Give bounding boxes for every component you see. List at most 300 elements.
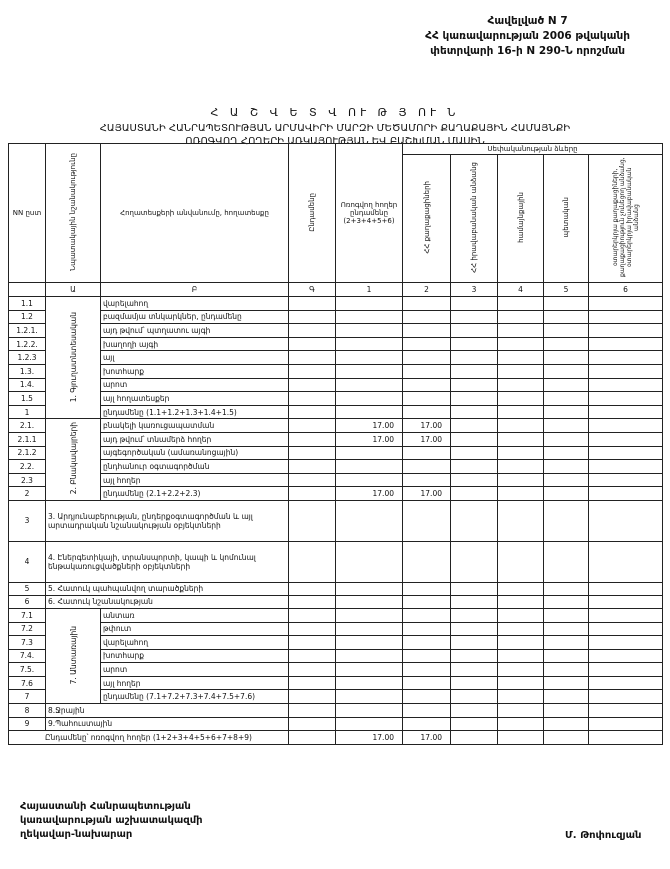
empty-cell — [451, 432, 498, 446]
empty-cell — [498, 622, 544, 636]
table-row — [9, 704, 663, 718]
empty-cell — [451, 595, 498, 608]
row-number: 3 — [9, 500, 46, 541]
empty-cell — [544, 446, 589, 460]
empty-cell — [498, 378, 544, 392]
row-name: անտառ — [101, 608, 289, 622]
empty-cell — [498, 690, 544, 704]
appendix-header — [425, 14, 630, 59]
empty-cell — [451, 324, 498, 338]
value-total — [336, 676, 403, 690]
empty-cell — [544, 324, 589, 338]
row-name: բազմամյա տնկարկներ, ընդամենը — [101, 310, 289, 324]
empty-cell — [589, 324, 663, 338]
table-row — [9, 690, 663, 704]
row-number: 7.4. — [9, 649, 46, 663]
row-number: 4 — [9, 541, 46, 582]
empty-cell — [589, 392, 663, 406]
value-citizens — [403, 676, 451, 690]
empty-cell — [289, 731, 336, 745]
empty-cell — [451, 487, 498, 501]
value-citizens — [403, 392, 451, 406]
empty-cell — [289, 704, 336, 718]
empty-cell — [451, 704, 498, 718]
table-row — [9, 324, 663, 338]
row-name: արոտ — [101, 378, 289, 392]
empty-cell — [289, 487, 336, 501]
row-number: 7.2 — [9, 622, 46, 636]
row-name: խոտհարք — [101, 649, 289, 663]
empty-cell — [451, 297, 498, 311]
subtitle-line: ՀԱՅԱՍՏԱՆԻ ՀԱՆՐԱՊԵՏՈՒԹՅԱՆ ԱՐՄԱՎԻՐԻ ՄԱՐԶԻ ՄԵԾԱՄՈՐԻ ՔԱՂԱՔԱՅԻՆ ՀԱՄԱՅՆՔԻ — [99, 123, 571, 134]
empty-cell — [544, 392, 589, 406]
value-citizens — [403, 608, 451, 622]
row-number: 7.1 — [9, 608, 46, 622]
table-row — [9, 649, 663, 663]
row-number: 2.3 — [9, 473, 46, 487]
land-report-table — [8, 143, 663, 745]
column-code: 4 — [498, 283, 544, 297]
empty-cell — [451, 351, 498, 365]
table-row — [9, 500, 663, 541]
empty-cell — [403, 541, 451, 582]
signatory-name: Մ. Թոփուզյան — [565, 830, 642, 841]
empty-cell — [544, 649, 589, 663]
row-name: այլ — [101, 351, 289, 365]
row-name: բնակելի կառուցապատման — [101, 419, 289, 433]
empty-cell — [451, 663, 498, 677]
empty-cell — [589, 351, 663, 365]
empty-cell — [544, 432, 589, 446]
empty-cell — [498, 608, 544, 622]
value-citizens — [403, 405, 451, 419]
empty-cell — [289, 460, 336, 474]
row-name: այլ հողատեսքեր — [101, 392, 289, 406]
empty-cell — [451, 649, 498, 663]
value-total: 17.00 — [336, 487, 403, 501]
value-total — [336, 364, 403, 378]
value-citizens — [403, 460, 451, 474]
value-citizens — [403, 663, 451, 677]
empty-cell — [544, 595, 589, 608]
empty-cell — [589, 608, 663, 622]
empty-cell — [589, 690, 663, 704]
empty-cell — [589, 487, 663, 501]
table-row — [9, 378, 663, 392]
empty-cell — [589, 378, 663, 392]
empty-cell — [289, 690, 336, 704]
empty-cell — [336, 500, 403, 541]
column-code: Ա — [46, 283, 101, 297]
empty-cell — [589, 405, 663, 419]
empty-cell — [289, 595, 336, 608]
empty-cell — [589, 636, 663, 650]
value-total — [336, 310, 403, 324]
empty-cell — [336, 717, 403, 731]
empty-cell — [289, 419, 336, 433]
empty-cell — [589, 595, 663, 608]
empty-cell — [336, 541, 403, 582]
value-citizens — [403, 473, 451, 487]
row-number: 7 — [9, 690, 46, 704]
col-1: Ոռոգվող հողեր ընդամենը (2+3+4+5+6) — [336, 144, 403, 283]
value-citizens: 17.00 — [403, 487, 451, 501]
empty-cell — [336, 582, 403, 595]
empty-cell — [498, 649, 544, 663]
column-code: 1 — [336, 283, 403, 297]
empty-cell — [451, 378, 498, 392]
value-total — [336, 649, 403, 663]
value-citizens — [403, 324, 451, 338]
col-nn: NN ըստ — [9, 144, 46, 283]
empty-cell — [589, 364, 663, 378]
row-number: 2.1. — [9, 419, 46, 433]
column-code: 5 — [544, 283, 589, 297]
table-row — [9, 622, 663, 636]
empty-cell — [289, 432, 336, 446]
value-citizens — [403, 351, 451, 365]
empty-cell — [403, 704, 451, 718]
empty-cell — [289, 636, 336, 650]
empty-cell — [289, 364, 336, 378]
table-row — [9, 364, 663, 378]
empty-cell — [289, 608, 336, 622]
empty-cell — [498, 324, 544, 338]
column-code: 6 — [589, 283, 663, 297]
table-row — [9, 636, 663, 650]
empty-cell — [498, 541, 544, 582]
empty-cell — [451, 608, 498, 622]
row-number: 1.1 — [9, 297, 46, 311]
empty-cell — [451, 405, 498, 419]
empty-cell — [498, 731, 544, 745]
document-title: Հ Ա Շ Վ Ե Տ Վ ՈՒ Թ Յ ՈՒ Ն — [210, 106, 460, 119]
value-total — [336, 351, 403, 365]
empty-cell — [289, 717, 336, 731]
row-name: ընդամենը (7.1+7.2+7.3+7.4+7.5+7.6) — [101, 690, 289, 704]
empty-cell — [544, 690, 589, 704]
value-total — [336, 636, 403, 650]
value-citizens: 17.00 — [403, 419, 451, 433]
row-number: 2.1.1 — [9, 432, 46, 446]
empty-cell — [589, 473, 663, 487]
table-row — [9, 717, 663, 731]
empty-cell — [544, 731, 589, 745]
empty-cell — [589, 446, 663, 460]
row-name: այդ թվում՝ պտղատու այգի — [101, 324, 289, 338]
column-code — [9, 283, 46, 297]
row-number: 1.3. — [9, 364, 46, 378]
total-label: Ընդամենը՝ ոռոգվող հողեր (1+2+3+4+5+6+7+8+9) — [9, 731, 289, 745]
empty-cell — [498, 364, 544, 378]
empty-cell — [451, 636, 498, 650]
empty-cell — [451, 446, 498, 460]
value-total: 17.00 — [336, 432, 403, 446]
empty-cell — [498, 405, 544, 419]
empty-cell — [289, 676, 336, 690]
empty-cell — [498, 460, 544, 474]
row-name: արոտ — [101, 663, 289, 677]
empty-cell — [498, 500, 544, 541]
footer-position — [20, 800, 203, 842]
empty-cell — [544, 378, 589, 392]
row-number: 7.3 — [9, 636, 46, 650]
table-row — [9, 405, 663, 419]
empty-cell — [589, 649, 663, 663]
table-row — [9, 595, 663, 608]
empty-cell — [451, 500, 498, 541]
empty-cell — [289, 500, 336, 541]
empty-cell — [451, 690, 498, 704]
value-citizens — [403, 297, 451, 311]
value-citizens — [403, 364, 451, 378]
empty-cell — [289, 337, 336, 351]
value-total — [336, 460, 403, 474]
row-name: այգեգործական (ամառանոցային) — [101, 446, 289, 460]
row-name: 3. Արդյունաբերության, ընդերքօգտագործման և այլ արտադրական նշանակության օբյեկտների — [46, 500, 289, 541]
empty-cell — [544, 419, 589, 433]
value-total: 17.00 — [336, 419, 403, 433]
header-line: Հավելված N 7 — [487, 15, 568, 27]
empty-cell — [289, 392, 336, 406]
value-total — [336, 337, 403, 351]
empty-cell — [498, 473, 544, 487]
empty-cell — [589, 676, 663, 690]
row-number: 1.2.3 — [9, 351, 46, 365]
empty-cell — [498, 676, 544, 690]
empty-cell — [451, 676, 498, 690]
row-name: այդ թվում՝ տնամերձ հողեր — [101, 432, 289, 446]
column-code: Գ — [289, 283, 336, 297]
empty-cell — [403, 500, 451, 541]
value-citizens — [403, 622, 451, 636]
empty-cell — [289, 649, 336, 663]
value-total — [336, 324, 403, 338]
table-row — [9, 419, 663, 433]
table-row — [9, 310, 663, 324]
empty-cell — [451, 337, 498, 351]
col-group: Սեփականության ձևերը — [403, 144, 663, 155]
value-citizens — [403, 649, 451, 663]
empty-cell — [289, 622, 336, 636]
column-code: 2 — [403, 283, 451, 297]
value-citizens — [403, 337, 451, 351]
empty-cell — [589, 432, 663, 446]
empty-cell — [544, 608, 589, 622]
empty-cell — [589, 460, 663, 474]
empty-cell — [403, 717, 451, 731]
row-number: 8 — [9, 704, 46, 718]
empty-cell — [289, 310, 336, 324]
value-citizens — [403, 310, 451, 324]
empty-cell — [544, 337, 589, 351]
table-row — [9, 392, 663, 406]
empty-cell — [589, 622, 663, 636]
table-row — [9, 663, 663, 677]
empty-cell — [544, 500, 589, 541]
row-name: վարելահող — [101, 636, 289, 650]
empty-cell — [544, 351, 589, 365]
empty-cell — [451, 419, 498, 433]
empty-cell — [451, 460, 498, 474]
empty-cell — [498, 310, 544, 324]
empty-cell — [589, 337, 663, 351]
value-total — [336, 405, 403, 419]
value-citizens — [403, 446, 451, 460]
row-number: 1 — [9, 405, 46, 419]
empty-cell — [289, 541, 336, 582]
row-number: 5 — [9, 582, 46, 595]
value-citizens: 17.00 — [403, 731, 451, 745]
empty-cell — [589, 731, 663, 745]
value-total — [336, 690, 403, 704]
row-number: 1.5 — [9, 392, 46, 406]
empty-cell — [289, 473, 336, 487]
header-line: փետրվարի 16-ի N 290-Ն որոշման — [430, 45, 625, 57]
empty-cell — [498, 663, 544, 677]
empty-cell — [498, 582, 544, 595]
table-row — [9, 676, 663, 690]
row-name: 5. Հատուկ պահպանվող տարածքների — [46, 582, 289, 595]
empty-cell — [289, 405, 336, 419]
row-name: վարելահող — [101, 297, 289, 311]
empty-cell — [544, 704, 589, 718]
empty-cell — [498, 595, 544, 608]
empty-cell — [289, 297, 336, 311]
value-citizens — [403, 690, 451, 704]
table-row — [9, 541, 663, 582]
row-number: 2.2. — [9, 460, 46, 474]
empty-cell — [544, 541, 589, 582]
row-name: 4. Էներգետիկայի, տրանսպորտի, կապի և կոմունալ ենթակառուցվածքների օբյեկտների — [46, 541, 289, 582]
empty-cell — [451, 364, 498, 378]
row-name: ընդհանուր օգտագործման — [101, 460, 289, 474]
row-name: 9.Պահուստային — [46, 717, 289, 731]
empty-cell — [544, 310, 589, 324]
empty-cell — [589, 704, 663, 718]
row-name: 6. Հատուկ նշանակության — [46, 595, 289, 608]
value-citizens — [403, 636, 451, 650]
empty-cell — [403, 582, 451, 595]
group-label: 2. Բնակավայրերի — [46, 419, 101, 501]
empty-cell — [451, 717, 498, 731]
empty-cell — [289, 663, 336, 677]
empty-cell — [336, 704, 403, 718]
empty-cell — [589, 310, 663, 324]
empty-cell — [498, 419, 544, 433]
row-name: 8.Ջրային — [46, 704, 289, 718]
value-total — [336, 392, 403, 406]
empty-cell — [498, 297, 544, 311]
value-total — [336, 608, 403, 622]
table-row — [9, 297, 663, 311]
table-row — [9, 473, 663, 487]
empty-cell — [589, 500, 663, 541]
col-a: Նպատակային նշանակությունը — [46, 144, 101, 283]
empty-cell — [289, 446, 336, 460]
empty-cell — [589, 541, 663, 582]
row-name: ընդամենը (2.1+2.2+2.3) — [101, 487, 289, 501]
table-row — [9, 460, 663, 474]
empty-cell — [544, 717, 589, 731]
empty-cell — [451, 622, 498, 636]
row-name: այլ հողեր — [101, 676, 289, 690]
col-5: պետական — [544, 155, 589, 283]
value-total: 17.00 — [336, 731, 403, 745]
empty-cell — [498, 704, 544, 718]
col-3: ՀՀ իրավաբանական անձանց — [451, 155, 498, 283]
empty-cell — [289, 324, 336, 338]
subtitle-line: ՈՌՈԳՎՈՂ ՀՈՂԵՐԻ ԱՌԿԱՅՈՒԹՅԱՆ ԵՎ ԲԱՇԽՄԱՆ ՄԱՍԻՆ — [185, 136, 485, 147]
footer-line: կառավարության աշխատակազմի — [20, 815, 203, 826]
empty-cell — [544, 364, 589, 378]
value-total — [336, 378, 403, 392]
empty-cell — [589, 297, 663, 311]
table-row — [9, 446, 663, 460]
footer-line: Հայաստանի Հանրապետության — [20, 801, 191, 812]
value-citizens: 17.00 — [403, 432, 451, 446]
empty-cell — [498, 636, 544, 650]
row-name: ընդամենը (1.1+1.2+1.3+1.4+1.5) — [101, 405, 289, 419]
table-row — [9, 337, 663, 351]
col-2: ՀՀ քաղաքացիների — [403, 155, 451, 283]
table-row — [9, 351, 663, 365]
row-number: 7.5. — [9, 663, 46, 677]
empty-cell — [589, 717, 663, 731]
total-row — [9, 731, 663, 745]
column-code: 3 — [451, 283, 498, 297]
value-total — [336, 297, 403, 311]
empty-cell — [498, 351, 544, 365]
row-number: 7.6 — [9, 676, 46, 690]
row-name: այլ հողեր — [101, 473, 289, 487]
empty-cell — [589, 419, 663, 433]
empty-cell — [498, 432, 544, 446]
empty-cell — [289, 582, 336, 595]
table-row — [9, 608, 663, 622]
row-number: 2.1.2 — [9, 446, 46, 460]
row-name: թփուտ — [101, 622, 289, 636]
empty-cell — [289, 351, 336, 365]
table-row — [9, 432, 663, 446]
empty-cell — [451, 310, 498, 324]
empty-cell — [589, 582, 663, 595]
value-total — [336, 446, 403, 460]
empty-cell — [544, 636, 589, 650]
value-total — [336, 473, 403, 487]
row-number: 1.2.2. — [9, 337, 46, 351]
empty-cell — [498, 717, 544, 731]
value-citizens — [403, 378, 451, 392]
empty-cell — [498, 337, 544, 351]
table-row — [9, 582, 663, 595]
footer-line: ղեկավար-նախարար — [20, 829, 133, 840]
row-name: խոտհարք — [101, 364, 289, 378]
empty-cell — [544, 676, 589, 690]
row-number: 2 — [9, 487, 46, 501]
row-number: 6 — [9, 595, 46, 608]
empty-cell — [289, 378, 336, 392]
empty-cell — [544, 473, 589, 487]
empty-cell — [498, 392, 544, 406]
col-q: Ընդամենը — [289, 144, 336, 283]
empty-cell — [451, 541, 498, 582]
row-name: խաղողի այգի — [101, 337, 289, 351]
empty-cell — [403, 595, 451, 608]
group-label: 7. Անտառային — [46, 608, 101, 703]
empty-cell — [451, 392, 498, 406]
empty-cell — [544, 297, 589, 311]
